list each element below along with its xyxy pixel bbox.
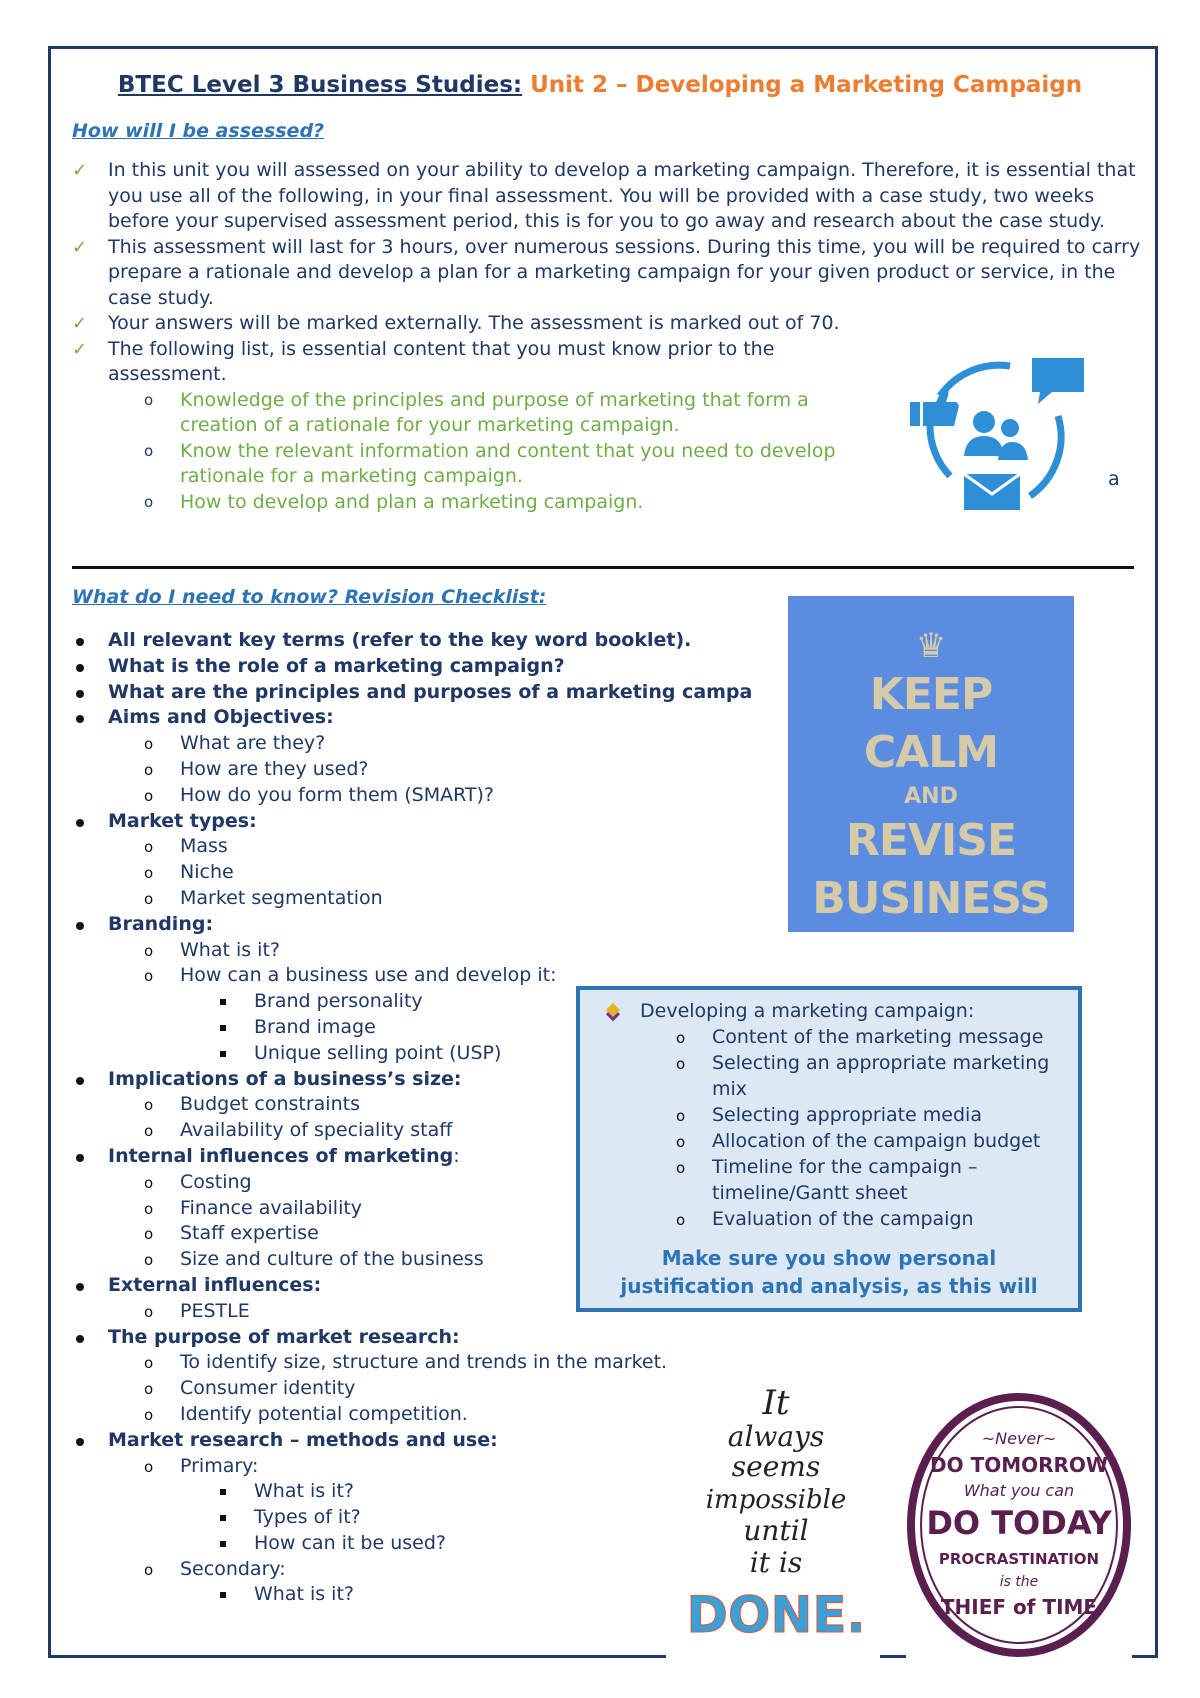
list-item: Brand image (72, 1015, 752, 1041)
title-course: BTEC Level 3 Business Studies: (117, 72, 523, 98)
list-item: Market types: (72, 809, 752, 835)
quote-word: THIEF of TIME (940, 1595, 1098, 1619)
check-icon: ✓ (72, 236, 88, 258)
list-item: o Selecting an appropriate marketing mix (676, 1052, 1050, 1100)
diamond-bullet-icon (606, 1003, 620, 1017)
list-item: o Identify potential competition. (144, 1402, 468, 1425)
done-quote-image (666, 1382, 880, 1658)
procrastination-quote-image (906, 1392, 1132, 1658)
check-icon: ✓ (72, 160, 88, 181)
quote-word: impossible (705, 1485, 847, 1515)
list-item: o How are they used? (144, 757, 369, 780)
list-item: o To identify size, structure and trends in the market. (144, 1351, 668, 1374)
list-item: o How to develop and plan a marketing campaign. (144, 490, 828, 516)
campaign-list (580, 1024, 1078, 1232)
list-item: o Finance availability (144, 1196, 363, 1219)
list-item: What is it? (72, 1582, 752, 1608)
list-item: ✓ In this unit you will assessed on your ability to develop a marketing campaign. Therefore, it is essential that you use all of the following, in your final assessment. You will be provided with a case study, two weeks before your supervised assessment period, this is for you to go away and research about the case study. (72, 159, 1136, 232)
list-item: o Evaluation of the campaign (676, 1208, 974, 1230)
checklist-heading: What do I need to know? Revision Checklist: (72, 586, 547, 608)
list-item: Internal influences of marketing: (72, 1144, 752, 1170)
section-divider (72, 566, 1134, 569)
list-item: External influences: (72, 1273, 752, 1299)
check-icon: ✓ (72, 313, 88, 334)
list-item: o Staff expertise (144, 1222, 319, 1245)
quote-word: DO TOMORROW (930, 1453, 1108, 1477)
page-title (0, 72, 1200, 98)
quote-word: seems (731, 1450, 821, 1483)
list-item: Aims and Objectives: (72, 705, 752, 731)
title-unit: Unit 2 – Developing a Marketing Campaign (522, 72, 1083, 98)
list-item: How can it be used? (72, 1531, 752, 1557)
list-item: o Availability of speciality staff (144, 1119, 453, 1142)
list-item: The purpose of market research: (72, 1325, 752, 1351)
list-item: Implications of a business’s size: (72, 1067, 752, 1093)
list-item: o Niche (144, 861, 234, 884)
list-item: o Budget constraints (144, 1093, 360, 1116)
check-icon: ✓ (72, 338, 88, 360)
quote-word: What you can (963, 1481, 1075, 1500)
quote-word: ~Never~ (981, 1429, 1057, 1448)
quote-word: until (743, 1514, 809, 1547)
campaign-footer-note: Make sure you show personal justification and analysis, as this will (620, 1246, 1038, 1298)
list-item: o Mass (144, 835, 228, 858)
list-item: o What is it? (144, 938, 280, 961)
circle-bullet-icon: o (144, 492, 154, 511)
quote-word: It (762, 1383, 790, 1423)
list-item: ✓ The following list, is essential content that you must know prior to the assessment. o Knowledge of the principles and purpose of marketing that form a creation of a rationale for your marketing campaign. o Know the relevant information and content that you need to develop rationale for a marketing campaign. o How to develop and plan a marketing campaign. (72, 337, 828, 516)
campaign-heading: Developing a marketing campaign: (580, 998, 1078, 1024)
crown-icon: ♛ (915, 626, 947, 666)
list-item: o How do you form them (SMART)? (144, 783, 495, 806)
list-item: o How can a business use and develop it: (144, 964, 557, 987)
circle-bullet-icon: o (144, 390, 154, 409)
list-item: Brand personality (72, 989, 752, 1015)
list-item: What are the principles and purposes of a marketing campa (72, 680, 752, 706)
quote-word: always (727, 1420, 825, 1453)
list-item: What is the role of a marketing campaign? (72, 654, 752, 680)
list-item: o PESTLE (144, 1299, 250, 1322)
list-item: Branding: (72, 912, 752, 938)
list-item: o Consumer identity (144, 1377, 356, 1400)
list-item: Market research – methods and use: (72, 1428, 752, 1454)
circle-bullet-icon: o (144, 441, 154, 460)
list-item: o Allocation of the campaign budget (676, 1130, 1041, 1152)
list-item: Unique selling point (USP) (72, 1041, 752, 1067)
essential-content-list (108, 388, 836, 516)
list-item: Types of it? (72, 1505, 752, 1531)
list-item: o Timeline for the campaign – timeline/Gantt sheet (676, 1156, 978, 1204)
list-item: o Market segmentation (144, 886, 383, 909)
list-item: o What are they? (144, 732, 326, 755)
campaign-callout-box (576, 986, 1082, 1312)
list-item: o Costing (144, 1170, 252, 1193)
list-item: o Content of the marketing message (676, 1026, 1044, 1048)
assessment-heading: How will I be assessed? (72, 120, 325, 142)
stray-text: a (1108, 468, 1120, 490)
keep-calm-poster: ♛ KEEP CALM AND REVISE BUSINESS (788, 596, 1074, 932)
quote-word: DO TODAY (926, 1504, 1112, 1542)
social-media-icon (910, 356, 1090, 512)
quote-word: PROCRASTINATION (938, 1550, 1100, 1568)
list-item: All relevant key terms (refer to the key word booklet). (72, 628, 752, 654)
list-item: o Knowledge of the principles and purpose of marketing that form a creation of a rationale for your marketing campaign. (144, 388, 809, 436)
quote-word: is the (999, 1574, 1039, 1590)
list-item: o Size and culture of the business (144, 1248, 484, 1271)
list-item: What is it? (72, 1479, 752, 1505)
list-item: ✓ Your answers will be marked externally. The assessment is marked out of 70. (72, 311, 1142, 337)
list-item: ✓ This assessment will last for 3 hours, over numerous sessions. During this time, you will be required to carry prepare a rationale and develop a plan for a marketing campaign for your given product or service, in the case study. (72, 235, 1141, 309)
list-item: o Primary: (144, 1454, 259, 1477)
quote-word: it is (749, 1546, 803, 1579)
list-item: o Secondary: (144, 1557, 286, 1580)
list-item: o Selecting appropriate media (676, 1104, 982, 1126)
list-item: o Know the relevant information and content that you need to develop rationale for a marketing campaign. (144, 439, 836, 487)
quote-word: DONE. (686, 1586, 866, 1644)
